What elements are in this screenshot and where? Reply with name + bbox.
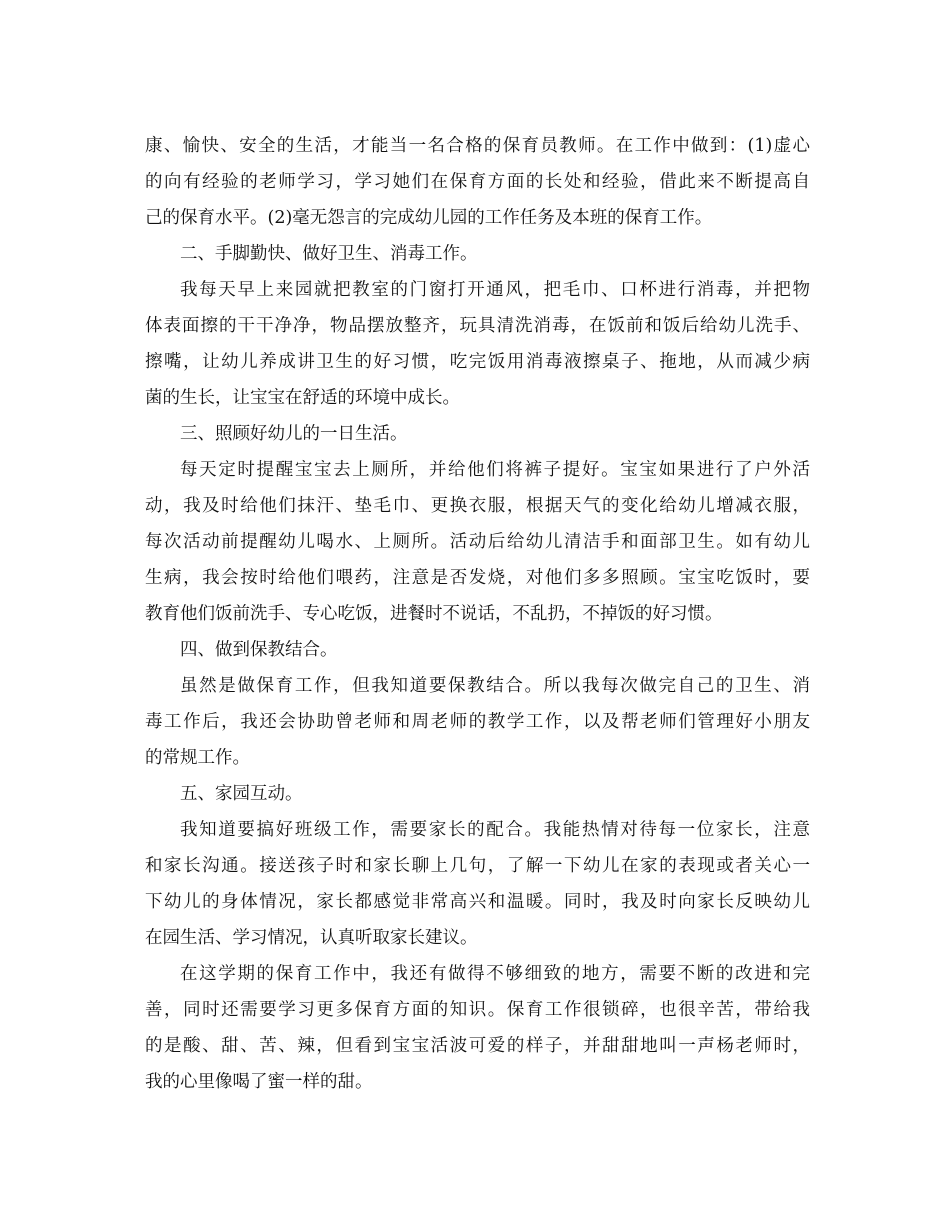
text-line: 虽然是做保育工作，但我知道要保教结合。所以我每次做完自己的卫生、消 [180, 676, 810, 696]
text-line: 我知道要搞好班级工作，需要家长的配合。我能热情对待每一位家长，注意 [180, 820, 810, 840]
text-line: 下幼儿的身体情况，家长都感觉非常高兴和温暖。同时，我及时向家长反映幼儿 [145, 892, 810, 912]
text-line: 的是酸、甜、苦、辣，但看到宝宝活波可爱的样子，并甜甜地叫一声杨老师时， [145, 1036, 810, 1056]
text-line: 的向有经验的老师学习，学习她们在保育方面的长处和经验，借此来不断提高自 [145, 172, 810, 192]
text-line: 三、照顾好幼儿的一日生活。 [180, 424, 408, 444]
text-line: 每次活动前提醒幼儿喝水、上厕所。活动后给幼儿清洁手和面部卫生。如有幼儿 [145, 532, 810, 552]
text-line: 在这学期的保育工作中，我还有做得不够细致的地方，需要不断的改进和完 [180, 964, 810, 984]
text-line: 我每天早上来园就把教室的门窗打开通风，把毛巾、口杯进行消毒，并把物 [180, 280, 810, 300]
text-line: 在园生活、学习情况，认真听取家长建议。 [145, 928, 478, 948]
text-line: 生病，我会按时给他们喂药，注意是否发烧，对他们多多照顾。宝宝吃饭时，要 [145, 568, 810, 588]
text-line: 菌的生长，让宝宝在舒适的环境中成长。 [145, 388, 460, 408]
text-line: 毒工作后，我还会协助曾老师和周老师的教学工作，以及帮老师们管理好小朋友 [145, 712, 810, 732]
text-line: 二、手脚勤快、做好卫生、消毒工作。 [180, 244, 478, 264]
text-line: 每天定时提醒宝宝去上厕所，并给他们将裤子提好。宝宝如果进行了户外活 [180, 460, 810, 480]
text-line: 擦嘴，让幼儿养成讲卫生的好习惯，吃完饭用消毒液擦桌子、拖地，从而减少病 [145, 352, 810, 372]
text-line: 康、愉快、安全的生活，才能当一名合格的保育员教师。在工作中做到：(1)虚心 [145, 136, 810, 156]
text-line: 动，我及时给他们抹汗、垫毛巾、更换衣服，根据天气的变化给幼儿增减衣服， [145, 496, 810, 516]
text-line: 己的保育水平。(2)毫无怨言的完成幼儿园的工作任务及本班的保育工作。 [145, 208, 713, 228]
text-line: 善，同时还需要学习更多保育方面的知识。保育工作很锁碎，也很辛苦，带给我 [145, 1000, 810, 1020]
text-line: 四、做到保教结合。 [180, 640, 338, 660]
text-line: 和家长沟通。接送孩子时和家长聊上几句，了解一下幼儿在家的表现或者关心一 [145, 856, 810, 876]
text-line: 教育他们饭前洗手、专心吃饭，进餐时不说话，不乱扔，不掉饭的好习惯。 [145, 604, 723, 624]
document-body [145, 128, 810, 1100]
text-line: 的常规工作。 [145, 748, 250, 768]
text-line: 我的心里像喝了蜜一样的甜。 [145, 1072, 373, 1092]
text-line: 体表面擦的干干净净，物品摆放整齐，玩具清洗消毒，在饭前和饭后给幼儿洗手、 [145, 316, 810, 336]
text-line: 五、家园互动。 [180, 784, 303, 804]
